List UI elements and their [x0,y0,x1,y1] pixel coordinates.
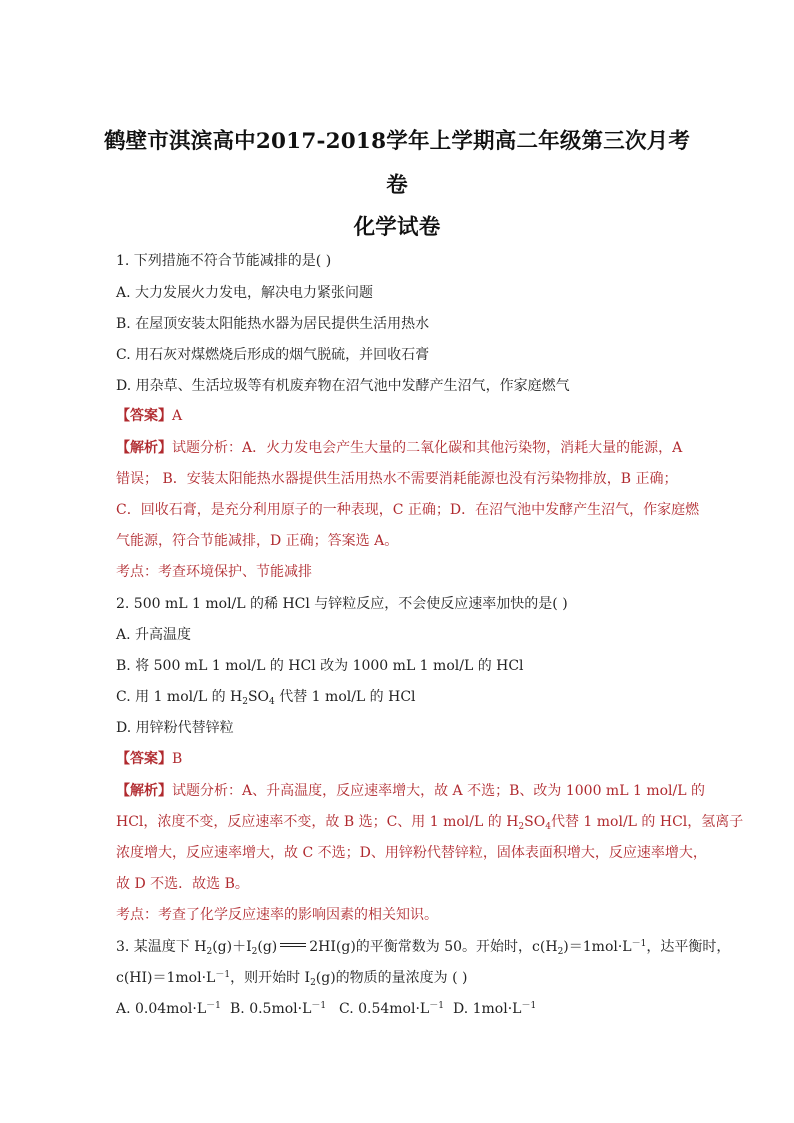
q1-option-a: A. 大力发展火力发电，解决电力紧张问题 [116,285,374,301]
q1-analysis-line1 [116,437,686,457]
equilibrium-arrow-icon [280,943,306,947]
q2-analysis-line3: 浓度增大，反应速率增大，故 C 不选；D、用锌粉代替锌粒，固体表面积增大，反应速率增大， [116,845,707,861]
analysis-tag: 【解析】 [116,783,172,799]
q2-kaodian: 考点：考查了化学反应速率的影响因素的相关知识。 [116,907,438,923]
analysis-tag: 【解析】 [116,440,172,456]
q2-analysis-line1 [116,780,705,800]
q1-stem: 1. 下列措施不符合节能减排的是( ) [116,253,332,269]
q2-analysis-line2: HCl，浓度不变，反应速率不变，故 B 选；C、用 1 mol/L 的 $H_2SO_4$代替 1 mol/L 的 HCl，氢离子 [116,814,744,832]
document-title-line2: 卷 [386,173,408,198]
q2-option-a: A. 升高温度 [116,627,192,643]
q3-stem-line2: $c(HI)=1mol\cdot L^{-1}$，则开始时 $I_2(g)$的物质的量浓度为 ( ) [116,970,468,988]
q2-analysis-line4: 故 D 不选．故选 B。 [116,876,249,892]
q3-option-c: C. $0.54mol\cdot L^{-1}$ [339,1001,444,1017]
q1-answer [116,405,686,425]
q1-option-c: C. 用石灰对煤燃烧后形成的烟气脱硫，并回收石膏 [116,347,430,363]
analysis-text: 试题分析：A、升高温度，反应速率增大，故 A 不选；B、改为 1000 mL 1 mol/L 的 [172,783,705,799]
q1-analysis-line3: C．回收石膏，是充分利用原子的一种表现，C 正确；D．在沼气池中发酵产生沼气，作家庭燃 [116,502,700,518]
document-title-line1: 鹤壁市淇滨高中2017-2018学年上学期高二年级第三次月考 [103,129,691,154]
analysis-text: 试题分析：A．火力发电会产生大量的二氧化碳和其他污染物，消耗大量的能源，A [172,440,683,456]
q3-option-b: B. $0.5mol\cdot L^{-1}$ [230,1001,327,1017]
answer-tag: 【答案】 [116,751,172,767]
q2-option-b: B. 将 500 mL 1 mol/L 的 HCl 改为 1000 mL 1 mol/L 的 HCl [116,658,524,674]
answer-tag: 【答案】 [116,408,172,424]
document-subtitle: 化学试卷 [353,215,441,240]
q2-stem: 2. 500 mL 1 mol/L 的稀 HCl 与锌粒反应，不会使反应速率加快的是( ) [116,596,568,612]
q2-option-d: D. 用锌粉代替锌粒 [116,720,234,736]
q1-kaodian: 考点：考查环境保护、节能减排 [116,564,312,580]
q3-option-d: D. $1mol\cdot L^{-1}$ [453,1001,537,1017]
q2-option-c: C. 用 1 mol/L 的 $H_2SO_4$ 代替 1 mol/L 的 HCl [116,689,416,707]
q3-option-a: A. $0.04mol\cdot L^{-1}$ [116,1001,221,1017]
answer-value: B [172,751,183,767]
q1-analysis-line2: 错误； B．安装太阳能热水器提供生活用热水不需要消耗能源也没有污染物排放，B 正确； [116,471,678,487]
q1-option-d: D. 用杂草、生活垃圾等有机废弃物在沼气池中发酵产生沼气，作家庭燃气 [116,378,570,394]
q1-option-b: B. 在屋顶安装太阳能热水器为居民提供生活用热水 [116,316,430,332]
q3-stem-line1: 3. 某温度下 $H_2(g)+I_2(g)$ 2HI(g)的平衡常数为 50。开始时，$c(H_2)=1mol\cdot L^{-1}$，达平衡时， [116,939,731,957]
q2-answer [116,748,686,768]
q1-analysis-line4: 气能源，符合节能减排，D 正确；答案选 A。 [116,533,399,549]
answer-value: A [172,408,183,424]
q3-options [116,998,686,1017]
